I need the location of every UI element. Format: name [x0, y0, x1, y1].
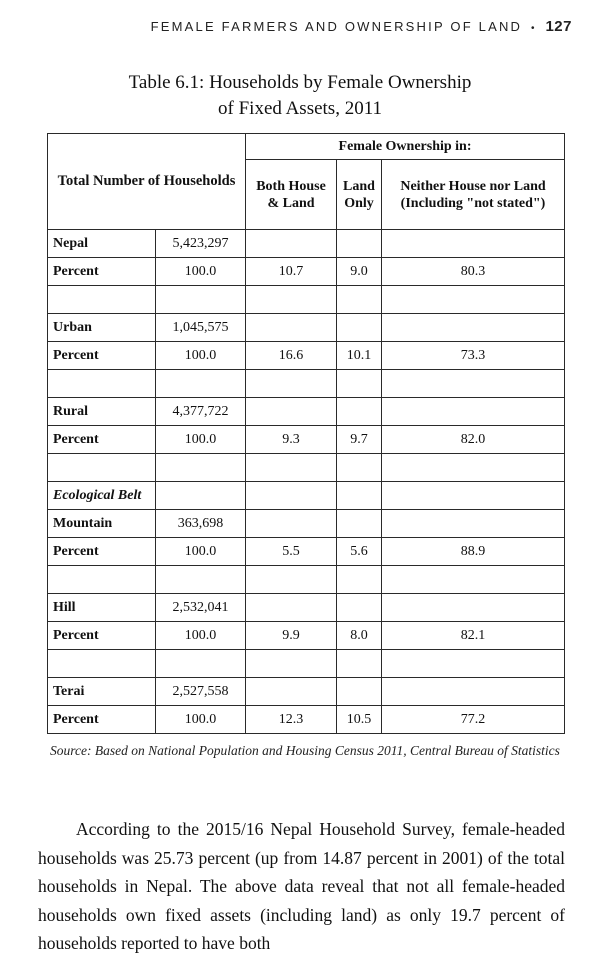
neither-value [382, 482, 565, 510]
table-row [48, 258, 565, 286]
neither-value [382, 566, 565, 594]
table-body [48, 230, 565, 734]
household-count: 4,377,722 [156, 398, 246, 426]
neither-value [382, 678, 565, 706]
land-only-value: 5.6 [337, 538, 382, 566]
both-house-land-value [246, 314, 337, 342]
neither-value [382, 454, 565, 482]
neither-value [382, 230, 565, 258]
row-label: Rural [48, 398, 156, 426]
table-row [48, 622, 565, 650]
both-house-land-value [246, 286, 337, 314]
land-only-value [337, 482, 382, 510]
row-label: Urban [48, 314, 156, 342]
neither-value [382, 370, 565, 398]
land-only-value: 8.0 [337, 622, 382, 650]
table-row [48, 314, 565, 342]
table-row [48, 370, 565, 398]
both-house-land-value [246, 594, 337, 622]
household-count: 100.0 [156, 622, 246, 650]
land-only-value [337, 370, 382, 398]
row-label: Percent [48, 426, 156, 454]
both-house-land-value: 12.3 [246, 706, 337, 734]
both-house-land-value [246, 370, 337, 398]
neither-value: 80.3 [382, 258, 565, 286]
land-only-value [337, 566, 382, 594]
household-count [156, 454, 246, 482]
both-house-land-value: 9.3 [246, 426, 337, 454]
both-house-land-value: 5.5 [246, 538, 337, 566]
household-count: 100.0 [156, 258, 246, 286]
row-label: Percent [48, 538, 156, 566]
table-row [48, 426, 565, 454]
land-only-value [337, 398, 382, 426]
land-only-value [337, 678, 382, 706]
table-row [48, 286, 565, 314]
row-label: Percent [48, 342, 156, 370]
row-label: Percent [48, 706, 156, 734]
land-only-header: Land Only [337, 160, 382, 230]
row-label: Percent [48, 622, 156, 650]
row-label: Nepal [48, 230, 156, 258]
neither-header [382, 160, 565, 230]
land-only-value [337, 510, 382, 538]
household-count: 2,527,558 [156, 678, 246, 706]
neither-value: 82.0 [382, 426, 565, 454]
land-only-value: 9.0 [337, 258, 382, 286]
both-house-land-header: Both House & Land [246, 160, 337, 230]
row-label [48, 454, 156, 482]
table-row [48, 342, 565, 370]
table-row [48, 706, 565, 734]
household-count: 100.0 [156, 538, 246, 566]
source-note: Source: Based on National Population and Housing Census 2011, Central Bureau of Statistics [50, 743, 560, 758]
both-house-land-value [246, 510, 337, 538]
neither-value [382, 398, 565, 426]
row-label [48, 650, 156, 678]
neither-value [382, 314, 565, 342]
neither-header-line1: Neither House nor Land [400, 178, 546, 194]
row-label: Mountain [48, 510, 156, 538]
household-count: 1,045,575 [156, 314, 246, 342]
household-count: 100.0 [156, 706, 246, 734]
neither-value [382, 286, 565, 314]
neither-value: 82.1 [382, 622, 565, 650]
both-house-land-value: 16.6 [246, 342, 337, 370]
both-house-land-value [246, 454, 337, 482]
land-only-value: 9.7 [337, 426, 382, 454]
neither-value [382, 650, 565, 678]
table-row [48, 594, 565, 622]
household-count: 100.0 [156, 342, 246, 370]
table-row [48, 510, 565, 538]
row-label: Terai [48, 678, 156, 706]
neither-value: 77.2 [382, 706, 565, 734]
female-ownership-group-header: Female Ownership in: [246, 134, 565, 160]
household-count: 363,698 [156, 510, 246, 538]
table-row [48, 398, 565, 426]
table-row [48, 538, 565, 566]
both-house-land-value [246, 398, 337, 426]
row-label [48, 370, 156, 398]
both-house-land-value [246, 566, 337, 594]
table-row [48, 482, 565, 510]
row-label: Percent [48, 258, 156, 286]
total-households-header: Total Number of Households [48, 134, 246, 230]
both-house-land-value [246, 650, 337, 678]
body-paragraph: According to the 2015/16 Nepal Household Survey, female-headed households was 25.73 percent (up from 14.87 percent in 2001) of the total households in Nepal. The above data reveal that not all female-headed households own fixed assets (including land) as only 19.7 percent of households reported to have both [38, 819, 565, 953]
both-house-land-value: 10.7 [246, 258, 337, 286]
both-house-land-value [246, 482, 337, 510]
land-only-value [337, 454, 382, 482]
running-head [40, 18, 572, 35]
land-only-value [337, 230, 382, 258]
table-caption-line2: of Fixed Assets, 2011 [218, 98, 382, 119]
household-count [156, 370, 246, 398]
neither-value: 88.9 [382, 538, 565, 566]
both-house-land-value [246, 678, 337, 706]
row-label [48, 286, 156, 314]
household-count [156, 482, 246, 510]
land-only-value [337, 650, 382, 678]
running-head-title: FEMALE FARMERS AND OWNERSHIP OF LAND [150, 19, 523, 34]
table-row [48, 230, 565, 258]
household-count: 5,423,297 [156, 230, 246, 258]
both-house-land-value: 9.9 [246, 622, 337, 650]
table-caption-line1: Table 6.1: Households by Female Ownership [128, 72, 472, 93]
running-head-separator: • [530, 23, 537, 34]
household-count: 100.0 [156, 426, 246, 454]
neither-value: 73.3 [382, 342, 565, 370]
land-only-value: 10.5 [337, 706, 382, 734]
table-caption [0, 70, 600, 122]
row-label [48, 566, 156, 594]
neither-value [382, 510, 565, 538]
neither-value [382, 594, 565, 622]
household-count [156, 650, 246, 678]
land-only-value [337, 594, 382, 622]
row-label: Ecological Belt [48, 482, 156, 510]
neither-header-line2: (Including "not stated") [400, 195, 546, 211]
household-count [156, 566, 246, 594]
household-count: 2,532,041 [156, 594, 246, 622]
row-label: Hill [48, 594, 156, 622]
table-row [48, 678, 565, 706]
household-count [156, 286, 246, 314]
both-house-land-value [246, 230, 337, 258]
table-row [48, 566, 565, 594]
households-table [47, 133, 565, 734]
table-row [48, 650, 565, 678]
land-only-value [337, 314, 382, 342]
page-number: 127 [545, 18, 572, 35]
land-only-value [337, 286, 382, 314]
table-row [48, 454, 565, 482]
land-only-value: 10.1 [337, 342, 382, 370]
